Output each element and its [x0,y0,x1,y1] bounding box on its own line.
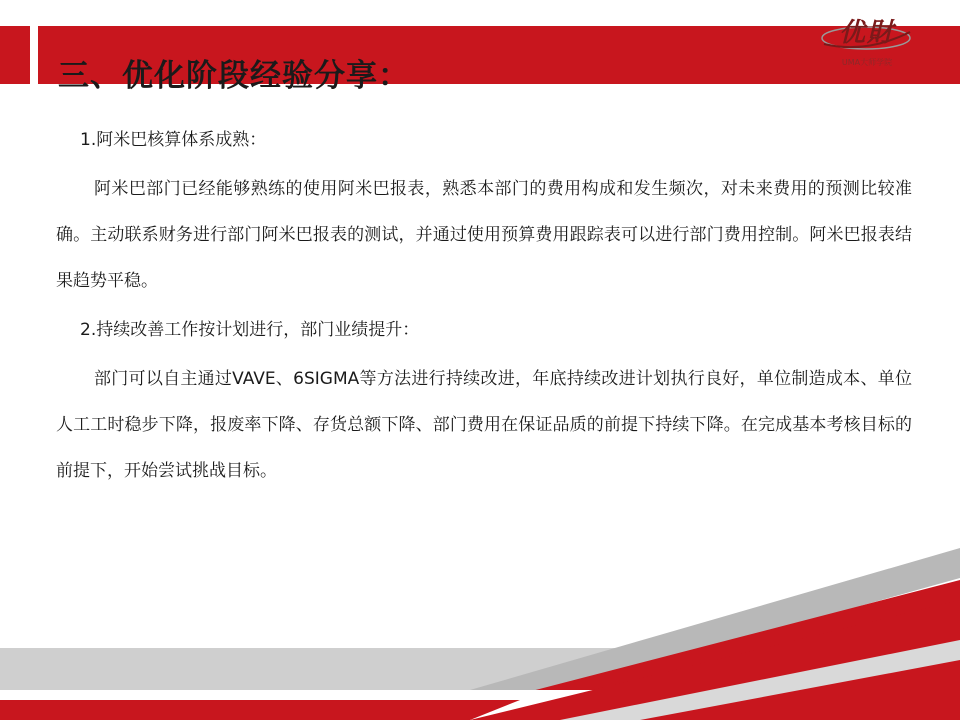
logo-subtitle: UMA大师学院 [841,58,893,67]
section-body-2: 部门可以自主通过VAVE、6SIGMA等方法进行持续改进，年底持续改进计划执行良好，单位制造成本、单位人工工时稳步下降，报废率下降、存货总额下降、部门费用在保证品质的前提下持续下降。在完成基本考核目标的前提下，开始尝试挑战目标。 [56,369,912,481]
section-heading-1: 1.阿米巴核算体系成熟： [80,130,267,150]
logo-wordmark: 优財 [838,18,895,48]
section-body-1: 阿米巴部门已经能够熟练的使用阿米巴报表，熟悉本部门的费用构成和发生频次，对未来费用的预测比较准确。主动联系财务进行部门阿米巴报表的测试，并通过使用预算费用跟踪表可以进行部门费用控制。阿米巴报表结果趋势平稳。 [56,179,912,291]
red-bottom-band [0,700,520,720]
section-heading-2: 2.持续改善工作按计划进行，部门业绩提升： [80,320,420,340]
slide-title: 三、优化阶段经验分享： [58,58,410,94]
